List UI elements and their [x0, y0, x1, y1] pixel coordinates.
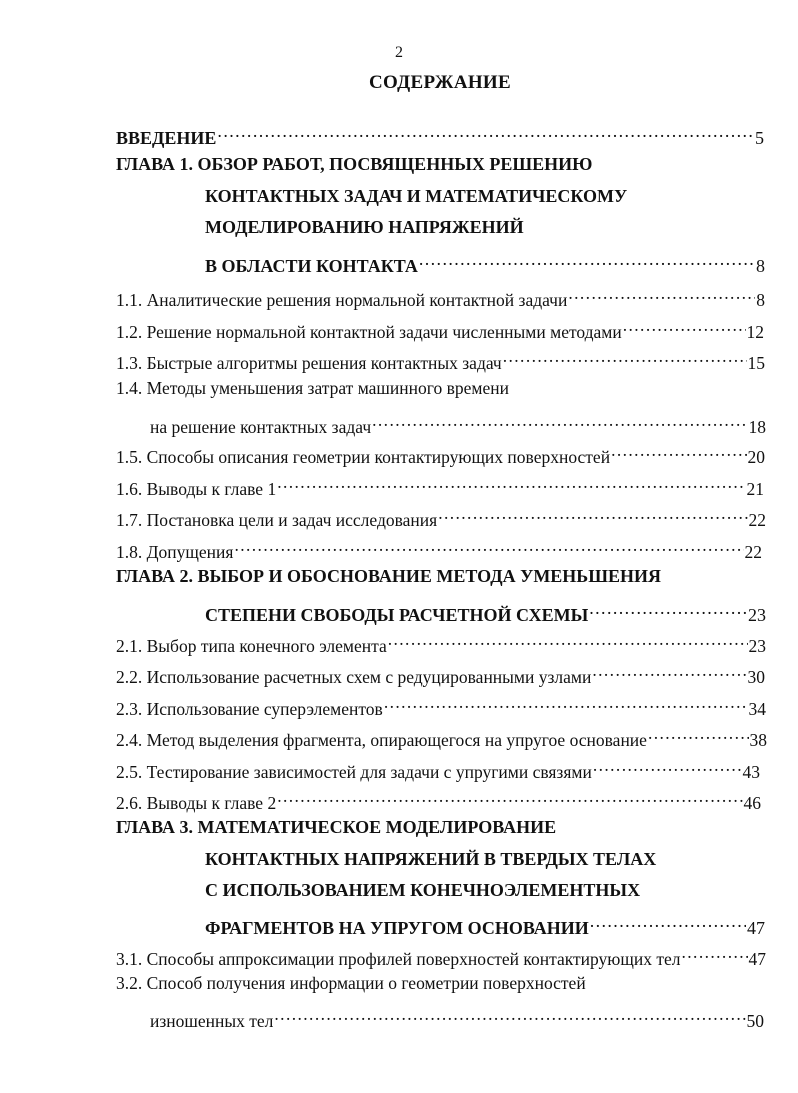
toc-entry-page: 50: [746, 1011, 764, 1031]
toc-leader-dots: [503, 343, 747, 369]
toc-entry-text: СТЕПЕНИ СВОБОДЫ РАСЧЕТНОЙ СХЕМЫ: [205, 605, 589, 625]
toc-entry-text: 1.8. Допущения: [116, 542, 234, 562]
toc-entry-text: 1.1. Аналитические решения нормальной контактной задачи: [116, 290, 568, 310]
toc-chapter-1-heading-cont: [205, 183, 627, 209]
toc-leader-dots: [623, 312, 746, 338]
toc-entry-page: 30: [747, 667, 765, 687]
toc-entry-text: 1.2. Решение нормальной контактной задачи численными методами: [116, 322, 622, 342]
toc-entry-2-3: [116, 689, 766, 719]
toc-leader-dots: [234, 532, 743, 558]
toc-entry-2-6: [116, 783, 761, 813]
page-title: СОДЕРЖАНИЕ: [369, 72, 511, 93]
toc-entry-text: ВВЕДЕНИЕ: [116, 128, 217, 148]
toc-leader-dots: [372, 407, 747, 433]
toc-entry-text: изношенных тел: [150, 1011, 274, 1031]
toc-entry-page: 46: [743, 793, 761, 813]
toc-entry-2-1: [116, 626, 766, 656]
toc-entry-text: 1.7. Постановка цели и задач исследования: [116, 510, 438, 530]
toc-entry-2-2: [116, 657, 765, 687]
toc-entry-text: 2.4. Метод выделения фрагмента, опирающегося на упругое основание: [116, 730, 647, 750]
toc-entry-text: 2.3. Использование суперэлементов: [116, 699, 383, 719]
toc-entry-1-8: [116, 532, 762, 562]
toc-entry-introduction: [116, 118, 764, 148]
toc-entry-text: 3.2. Способ получения информации о геометрии поверхностей: [116, 973, 586, 993]
toc-leader-dots: [277, 469, 745, 495]
toc-entry-text: В ОБЛАСТИ КОНТАКТА: [205, 256, 418, 276]
toc-chapter-3-heading-last: [205, 908, 765, 938]
toc-entry-page: 15: [747, 353, 765, 373]
toc-entry-page: 22: [748, 510, 766, 530]
toc-entry-text: КОНТАКТНЫХ ЗАДАЧ И МАТЕМАТИЧЕСКОМУ: [205, 186, 628, 206]
toc-leader-dots: [438, 500, 747, 526]
toc-entry-page: 47: [748, 949, 766, 969]
toc-entry-1-6: [116, 469, 764, 499]
page-number: 2: [395, 44, 403, 61]
toc-entry-text: 1.6. Выводы к главе 1: [116, 479, 277, 499]
toc-entry-text: 1.3. Быстрые алгоритмы решения контактных задач: [116, 353, 502, 373]
toc-entry-3-2-cont: [150, 1001, 764, 1031]
toc-chapter-1-heading-cont: [205, 214, 524, 240]
toc-leader-dots: [388, 626, 748, 652]
toc-entry-text: МОДЕЛИРОВАНИЮ НАПРЯЖЕНИЙ: [205, 217, 524, 237]
toc-leader-dots: [274, 1001, 745, 1027]
toc-entry-page: 8: [756, 290, 765, 310]
toc-entry-page: 20: [747, 447, 765, 467]
toc-entry-page: 21: [746, 479, 764, 499]
toc-entry-1-5: [116, 437, 765, 467]
toc-entry-page: 23: [748, 636, 766, 656]
toc-chapter-2-heading: [116, 563, 661, 589]
toc-entry-text: 2.5. Тестирование зависимостей для задачи с упругими связями: [116, 762, 592, 782]
toc-leader-dots: [611, 437, 746, 463]
toc-entry-3-2: [116, 970, 586, 996]
toc-chapter-1-heading-last: [205, 246, 765, 276]
toc-leader-dots: [590, 908, 746, 934]
toc-entry-text: ГЛАВА 3. МАТЕМАТИЧЕСКОЕ МОДЕЛИРОВАНИЕ: [116, 817, 557, 837]
toc-entry-text: ГЛАВА 1. ОБЗОР РАБОТ, ПОСВЯЩЕННЫХ РЕШЕНИЮ: [116, 154, 593, 174]
toc-leader-dots: [593, 752, 742, 778]
toc-entry-text: ГЛАВА 2. ВЫБОР И ОБОСНОВАНИЕ МЕТОДА УМЕНЬШЕНИЯ: [116, 566, 661, 586]
toc-entry-1-7: [116, 500, 766, 530]
toc-leader-dots: [568, 280, 755, 306]
toc-chapter-3-heading-cont: [205, 877, 640, 903]
toc-entry-2-4: [116, 720, 767, 750]
toc-leader-dots: [277, 783, 742, 809]
toc-entry-page: 47: [747, 918, 765, 938]
toc-chapter-2-heading-last: [205, 595, 766, 625]
toc-entry-1-2: [116, 312, 764, 342]
toc-entry-page: 5: [755, 128, 764, 148]
toc-entry-page: 8: [756, 256, 765, 276]
toc-entry-text: 2.1. Выбор типа конечного элемента: [116, 636, 387, 656]
toc-leader-dots: [592, 657, 746, 683]
toc-leader-dots: [648, 720, 749, 746]
toc-leader-dots: [682, 939, 748, 965]
toc-entry-text: 1.5. Способы описания геометрии контактирующих поверхностей: [116, 447, 611, 467]
toc-entry-text: 2.6. Выводы к главе 2: [116, 793, 277, 813]
toc-entry-page: 23: [748, 605, 766, 625]
toc-chapter-3-heading-cont: [205, 846, 656, 872]
toc-entry-text: 2.2. Использование расчетных схем с редуцированными узлами: [116, 667, 592, 687]
toc-chapter-3-heading: [116, 814, 556, 840]
toc-entry-text: КОНТАКТНЫХ НАПРЯЖЕНИЙ В ТВЕРДЫХ ТЕЛАХ: [205, 849, 657, 869]
toc-entry-text: ФРАГМЕНТОВ НА УПРУГОМ ОСНОВАНИИ: [205, 918, 589, 938]
toc-entry-1-4: [116, 375, 509, 401]
toc-entry-page: 12: [746, 322, 764, 342]
toc-leader-dots: [384, 689, 748, 715]
toc-entry-text: С ИСПОЛЬЗОВАНИЕМ КОНЕЧНОЭЛЕМЕНТНЫХ: [205, 880, 641, 900]
toc-chapter-1-heading: [116, 151, 592, 177]
toc-entry-3-1: [116, 939, 766, 969]
toc-entry-text: 3.1. Способы аппроксимации профилей поверхностей контактирующих тел: [116, 949, 681, 969]
toc-entry-page: 43: [742, 762, 760, 782]
toc-entry-page: 34: [748, 699, 766, 719]
toc-entry-text: на решение контактных задач: [150, 417, 372, 437]
toc-entry-1-4-cont: [150, 407, 766, 437]
toc-entry-text: 1.4. Методы уменьшения затрат машинного времени: [116, 378, 509, 398]
toc-entry-page: 22: [744, 542, 762, 562]
toc-leader-dots: [419, 246, 755, 272]
toc-entry-1-1: [116, 280, 765, 310]
toc-leader-dots: [589, 595, 747, 621]
toc-entry-page: 38: [749, 730, 767, 750]
toc-entry-2-5: [116, 752, 760, 782]
toc-leader-dots: [217, 118, 754, 144]
toc-entry-page: 18: [748, 417, 766, 437]
toc-entry-1-3: [116, 343, 765, 373]
